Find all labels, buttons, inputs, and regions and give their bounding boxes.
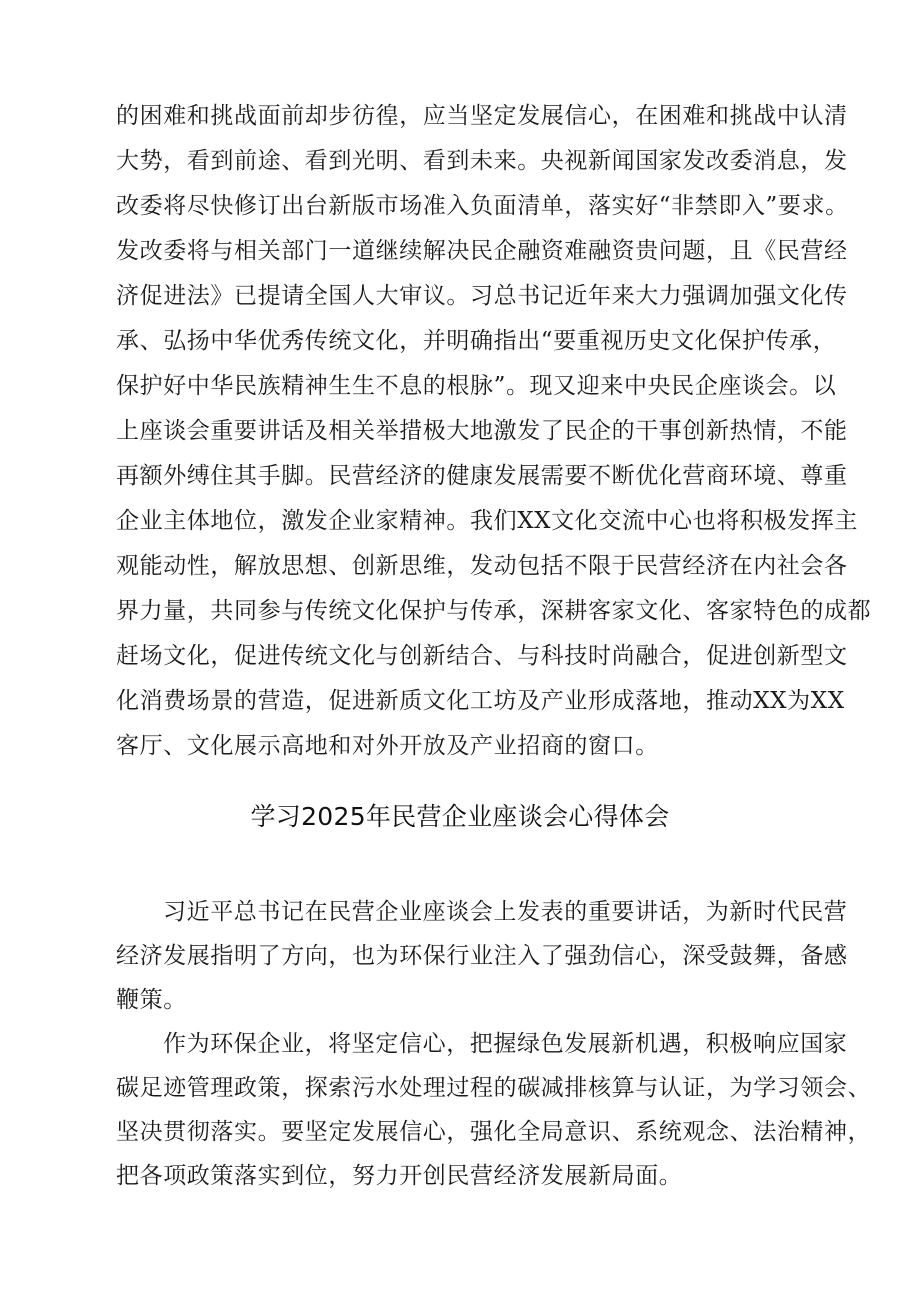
text-line: 改委将尽快修订出台新版市场准入负面清单，落实好“非禁即入”要求。: [116, 193, 849, 219]
text-line: 大势，看到前途、看到光明、看到未来。央视新闻国家发改委消息，发: [116, 148, 848, 174]
text-line: 企业主体地位，激发企业家精神。我们XX文化交流中心也将积极发挥主: [116, 508, 858, 534]
text-line: 观能动性，解放思想、创新思维，发动包括不限于民营经济在内社会各: [116, 553, 848, 579]
text-line: 赶场文化，促进传统文化与创新结合、与科技时尚融合，促进创新型文: [116, 643, 848, 669]
text-line: 作为环保企业，将坚定信心，把握绿色发展新机遇，积极响应国家: [163, 1031, 848, 1057]
text-line: 发改委将与相关部门一道继续解决民企融资难融资贵问题，且《民营经: [116, 238, 848, 264]
text-line: 鞭策。: [116, 987, 187, 1013]
text-line: 经济发展指明了方向，也为环保行业注入了强劲信心，深受鼓舞，备感: [116, 943, 848, 969]
text-line: 客厅、文化展示高地和对外开放及产业招商的窗口。: [116, 733, 659, 759]
text-line: 化消费场景的营造，促进新质文化工坊及产业形成落地，推动XX为XX: [116, 688, 845, 714]
text-line: 上座谈会重要讲话及相关举措极大地激发了民企的干事创新热情，不能: [116, 418, 848, 444]
text-line: 的困难和挑战面前却步彷徨，应当坚定发展信心，在困难和挑战中认清: [116, 103, 848, 129]
text-line: 保护好中华民族精神生生不息的根脉”。现又迎来中央民企座谈会。以: [116, 373, 837, 399]
text-line: 碳足迹管理政策，探索污水处理过程的碳减排核算与认证，为学习领会、: [116, 1075, 872, 1101]
text-line: 再额外缚住其手脚。民营经济的健康发展需要不断优化营商环境、尊重: [116, 463, 848, 489]
text-line: 济促进法》已提请全国人大审议。习总书记近年来大力强调加强文化传: [116, 283, 848, 309]
text-line: 界力量，共同参与传统文化保护与传承，深耕客家文化、客家特色的成都: [116, 598, 872, 624]
text-line: 承、弘扬中华优秀传统文化，并明确指出“要重视历史文化保护传承，: [116, 328, 837, 354]
text-line: 习近平总书记在民营企业座谈会上发表的重要讲话，为新时代民营: [163, 899, 848, 925]
section-title: 学习2025年民营企业座谈会心得体会: [250, 802, 670, 831]
text-line: 坚决贯彻落实。要坚定发展信心，强化全局意识、系统观念、法治精神，: [116, 1119, 872, 1145]
text-line: 把各项政策落实到位，努力开创民营经济发展新局面。: [116, 1163, 683, 1189]
